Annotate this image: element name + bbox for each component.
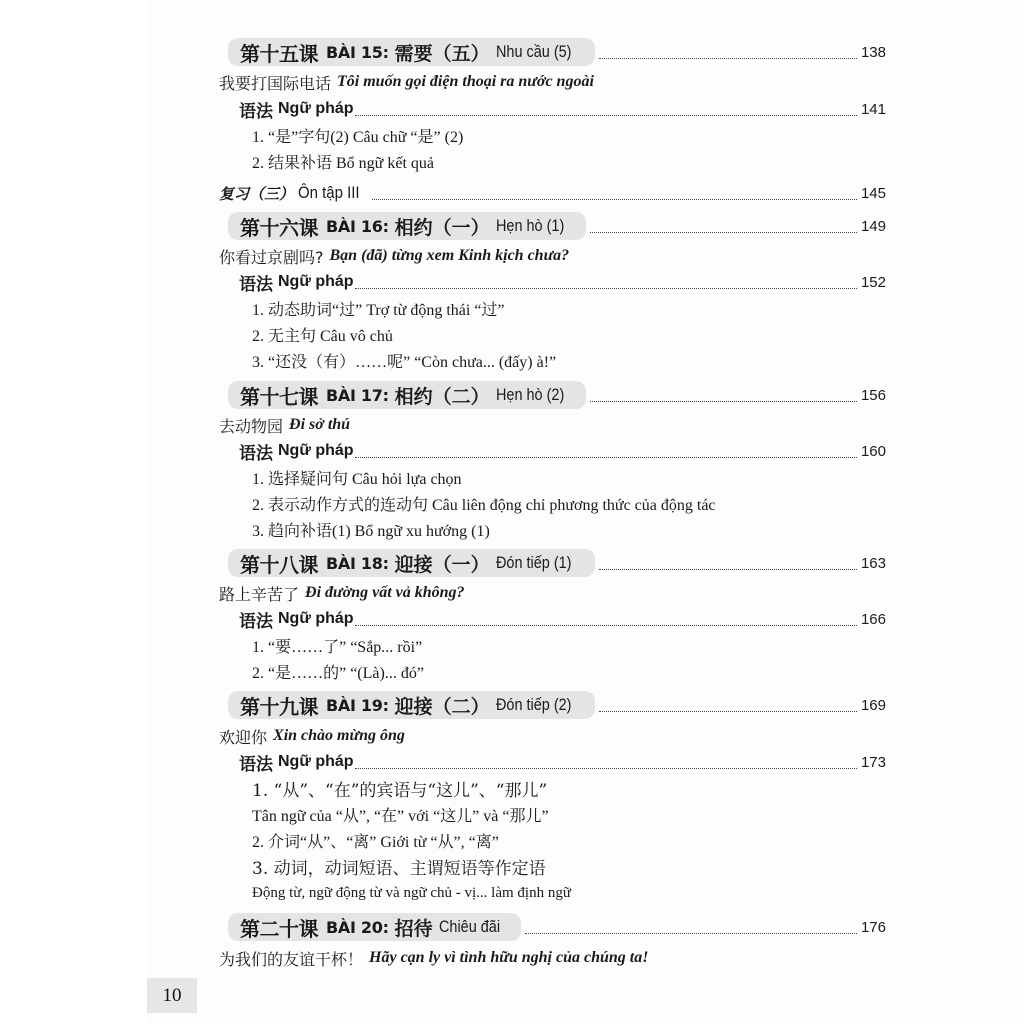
grammar-item — [252, 294, 1024, 322]
lesson-bai-label: BÀI 18: — [326, 553, 389, 573]
lesson-zh-title: 招待 — [394, 917, 433, 940]
toc-entry-lesson-20[interactable] — [228, 913, 886, 941]
toc-entry-lesson-18[interactable] — [228, 549, 886, 577]
grammar-item — [252, 320, 1024, 348]
subtitle-vi: Tôi muốn gọi điện thoại ra nước ngoài — [337, 73, 594, 90]
review-zh: 复习（三） — [219, 184, 295, 203]
grammar-vi: Ngữ pháp — [278, 753, 354, 770]
page-ref: 156 — [860, 386, 886, 404]
lesson-subtitle — [219, 579, 1024, 607]
lesson-zh-title: 迎接（一） — [394, 553, 490, 576]
toc-entry-review-3[interactable] — [219, 179, 886, 207]
lesson-zh-number: 第二十课 — [240, 916, 318, 941]
subtitle-zh: 为我们的友谊干杯！ — [219, 949, 364, 969]
grammar-item-text: 3. “还没（有）……呢” “Còn chưa... (đấy) à!” — [252, 353, 557, 371]
dot-leader — [355, 288, 857, 289]
lesson-header-pill — [228, 212, 586, 240]
grammar-zh: 语法 — [239, 101, 273, 122]
grammar-item-text: 2. 表示动作方式的连动句 Câu liên động chỉ phương thức của động tác — [252, 496, 716, 514]
lesson-vi-title: Đón tiếp (2) — [495, 695, 572, 714]
lesson-vi-title: Hẹn hò (2) — [495, 385, 564, 404]
grammar-item — [252, 489, 1024, 517]
grammar-zh: 语法 — [239, 274, 273, 295]
toc-entry-lesson-17[interactable] — [228, 381, 886, 409]
lesson-subtitle — [219, 68, 1024, 96]
lesson-zh-number: 第十七课 — [240, 384, 318, 409]
lesson-vi-title: Chiêu đãi — [438, 917, 500, 936]
grammar-item — [252, 147, 1024, 175]
lesson-header-pill — [228, 549, 595, 577]
lesson-header-pill — [228, 381, 586, 409]
dot-leader — [355, 768, 857, 769]
grammar-item — [252, 346, 1024, 374]
lesson-zh-number: 第十九课 — [240, 694, 318, 719]
lesson-zh-title: 相约（二） — [394, 385, 490, 408]
review-vi: Ôn tập III — [298, 183, 360, 202]
grammar-item-text: 1. “要……了” “Sắp... rồi” — [252, 638, 423, 656]
grammar-vi: Ngữ pháp — [278, 610, 354, 627]
subtitle-vi: Đi đường vất vả không? — [305, 584, 465, 601]
page-ref: 145 — [860, 184, 886, 202]
lesson-vi-title: Hẹn hò (1) — [495, 216, 564, 235]
lesson-vi-title: Đón tiếp (1) — [495, 553, 572, 572]
grammar-item — [252, 631, 1024, 659]
dot-leader — [590, 232, 857, 233]
grammar-item — [252, 657, 1024, 685]
subtitle-vi: Hãy cạn ly vì tình hữu nghị của chúng ta! — [369, 949, 649, 966]
grammar-item-text: 2. “是……的” “(Là)... đó” — [252, 664, 424, 682]
lesson-zh-title: 相约（一） — [394, 216, 490, 239]
grammar-vi: Ngữ pháp — [278, 100, 354, 117]
lesson-bai-label: BÀI 20: — [326, 917, 389, 937]
grammar-item — [252, 774, 1024, 802]
lesson-zh-number: 第十五课 — [240, 41, 318, 66]
grammar-item — [252, 800, 1024, 828]
grammar-item — [252, 121, 1024, 149]
grammar-item — [252, 879, 1024, 907]
subtitle-zh: 去动物园 — [219, 416, 284, 436]
lesson-vi-title: Nhu cầu (5) — [495, 42, 572, 61]
lesson-subtitle — [219, 242, 1024, 270]
subtitle-zh: 欢迎你 — [219, 727, 268, 747]
page-ref: 138 — [860, 43, 886, 61]
lesson-zh-title: 需要（五） — [394, 42, 490, 65]
lesson-subtitle — [219, 944, 1024, 972]
page-ref: 169 — [860, 696, 886, 714]
toc-entry-grammar[interactable] — [239, 605, 886, 633]
grammar-item-text: 1. 选择疑问句 Câu hỏi lựa chọn — [252, 470, 462, 488]
toc-entry-lesson-19[interactable] — [228, 691, 886, 719]
grammar-item — [252, 515, 1024, 543]
subtitle-zh: 我要打国际电话 — [219, 73, 332, 93]
lesson-bai-label: BÀI 19: — [326, 695, 389, 715]
grammar-item — [252, 463, 1024, 491]
page-ref: 166 — [860, 610, 886, 628]
grammar-zh: 语法 — [239, 443, 273, 464]
dot-leader — [355, 115, 857, 116]
dot-leader — [590, 401, 857, 402]
lesson-bai-label: BÀI 16: — [326, 216, 389, 236]
lesson-zh-number: 第十八课 — [240, 552, 318, 577]
dot-leader — [525, 933, 857, 934]
grammar-zh: 语法 — [239, 754, 273, 775]
lesson-header-pill — [228, 913, 521, 941]
grammar-item-text: 3. 动词，动词短语、主谓短语等作定语 — [252, 858, 546, 879]
subtitle-zh: 路上辛苦了 — [219, 584, 300, 604]
page-ref: 141 — [860, 100, 886, 118]
grammar-item — [252, 826, 1024, 854]
grammar-vi: Ngữ pháp — [278, 442, 354, 459]
page-ref: 173 — [860, 753, 886, 771]
lesson-header-pill — [228, 38, 595, 66]
lesson-zh-title: 迎接（二） — [394, 695, 490, 718]
lesson-bai-label: BÀI 15: — [326, 42, 389, 62]
lesson-subtitle — [219, 411, 1024, 439]
lesson-zh-number: 第十六课 — [240, 215, 318, 240]
grammar-item-text: 2. 介词“从”、“离” Giới từ “从”, “离” — [252, 833, 499, 851]
subtitle-vi: Bạn (đã) từng xem Kinh kịch chưa? — [329, 247, 570, 264]
dot-leader — [599, 569, 857, 570]
grammar-item-text: 2. 无主句 Câu vô chủ — [252, 327, 393, 345]
toc-entry-grammar[interactable] — [239, 437, 886, 465]
dot-leader — [599, 711, 857, 712]
page-ref: 176 — [860, 918, 886, 936]
toc-page — [147, 0, 1024, 1024]
subtitle-vi: Xin chào mừng ông — [273, 727, 405, 744]
grammar-item-text: 2. 结果补语 Bổ ngữ kết quả — [252, 154, 434, 172]
page-ref: 152 — [860, 273, 886, 291]
dot-leader — [372, 199, 857, 200]
toc-entry-grammar[interactable] — [239, 748, 886, 776]
page-number: 10 — [147, 978, 197, 1013]
page-ref: 163 — [860, 554, 886, 572]
dot-leader — [355, 625, 857, 626]
dot-leader — [355, 457, 857, 458]
toc-entry-lesson-16[interactable] — [228, 212, 886, 240]
toc-entry-lesson-15[interactable] — [228, 38, 886, 66]
grammar-item-text: 1. 动态助词“过” Trợ từ động thái “过” — [252, 301, 505, 319]
toc-entry-grammar[interactable] — [239, 268, 886, 296]
subtitle-zh: 你看过京剧吗? — [219, 247, 324, 267]
toc-entry-grammar[interactable] — [239, 95, 886, 123]
grammar-item-text: Động từ, ngữ động từ và ngữ chủ - vị... làm định ngữ — [252, 884, 571, 901]
grammar-zh: 语法 — [239, 611, 273, 632]
grammar-item-text: Tân ngữ của “从”, “在” với “这儿” và “那儿” — [252, 807, 549, 825]
grammar-item — [252, 852, 1024, 880]
grammar-item-text: 3. 趋向补语(1) Bổ ngữ xu hướng (1) — [252, 522, 490, 540]
lesson-header-pill — [228, 691, 595, 719]
page-ref: 160 — [860, 442, 886, 460]
lesson-subtitle — [219, 722, 1024, 750]
dot-leader — [599, 58, 857, 59]
grammar-vi: Ngữ pháp — [278, 273, 354, 290]
grammar-item-text: 1. “是”字句(2) Câu chữ “是” (2) — [252, 128, 464, 146]
grammar-item-text: 1. “从”、“在”的宾语与“这儿”、“那儿” — [252, 780, 548, 801]
subtitle-vi: Đi sở thú — [289, 416, 351, 433]
lesson-bai-label: BÀI 17: — [326, 385, 389, 405]
page-ref: 149 — [860, 217, 886, 235]
